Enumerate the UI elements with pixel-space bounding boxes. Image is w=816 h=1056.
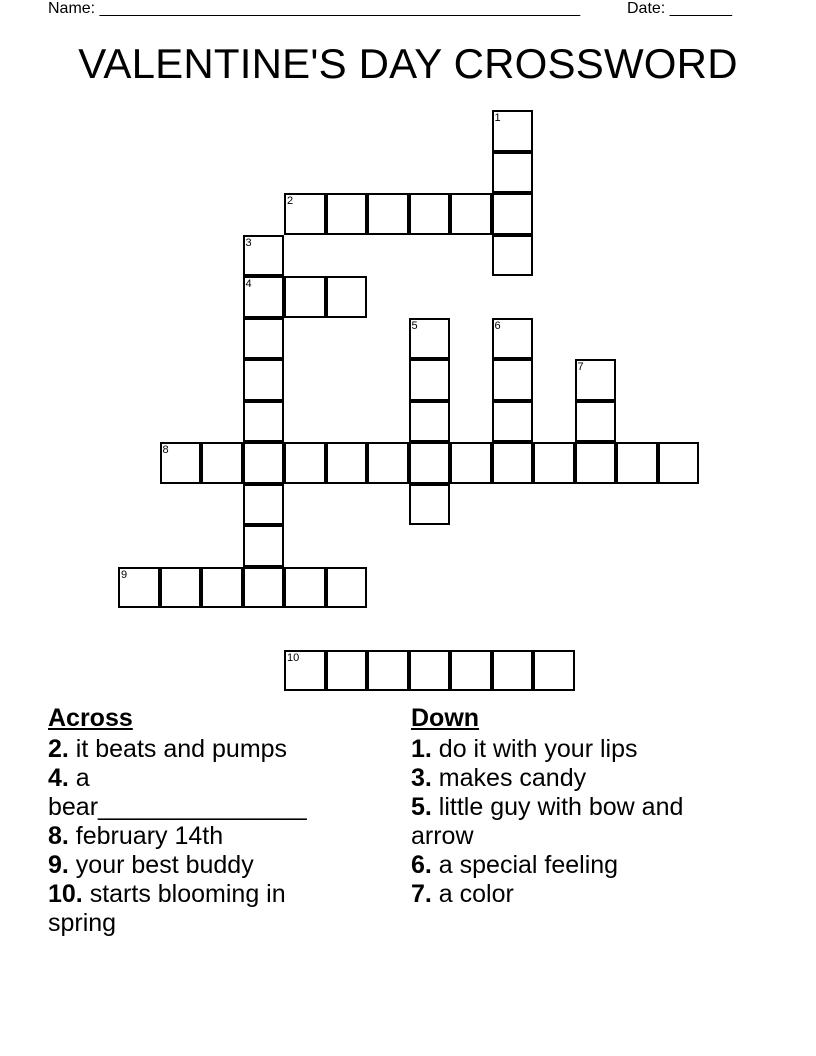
clue-text: makes candy (431, 764, 587, 792)
clue-text: a special feeling (431, 851, 619, 879)
grid-cell[interactable] (409, 359, 451, 401)
across-clues (48, 703, 333, 938)
grid-cell[interactable] (326, 650, 368, 692)
clue-number: 5. (411, 793, 432, 821)
grid-cell[interactable] (492, 193, 534, 235)
grid-cell[interactable] (284, 567, 326, 609)
grid-cell[interactable] (450, 193, 492, 235)
clue-text: it beats and pumps (68, 735, 288, 763)
grid-cell[interactable] (326, 193, 368, 235)
clue-number: 8. (48, 822, 69, 850)
clue-text: a bear_______________ (48, 764, 307, 821)
grid-cell[interactable] (492, 318, 534, 360)
grid-cell[interactable] (616, 442, 658, 484)
clue-across-4 (48, 764, 333, 822)
page-title: VALENTINE'S DAY CROSSWORD (78, 40, 738, 87)
date-line: Date: _______ (627, 0, 732, 17)
clue-number-label: 9 (121, 568, 128, 581)
grid-cell[interactable] (326, 276, 368, 318)
grid-cell[interactable] (492, 152, 534, 194)
clue-number: 4. (48, 764, 69, 792)
clue-number-label: 3 (245, 236, 252, 249)
grid-cell[interactable] (575, 359, 617, 401)
clue-text: little guy with bow and arrow (411, 793, 684, 850)
down-heading: Down (411, 704, 480, 732)
name-line: Name: ______________________________________________________ (48, 0, 581, 17)
grid-cell[interactable] (575, 401, 617, 443)
grid-cell[interactable] (243, 235, 285, 277)
clue-text: your best buddy (68, 851, 254, 879)
grid-cell[interactable] (243, 567, 285, 609)
clue-text: starts blooming in spring (48, 880, 286, 937)
clue-number: 7. (411, 880, 432, 908)
clue-number-label: 1 (494, 112, 501, 124)
grid-cell[interactable] (284, 276, 326, 318)
clue-down-7 (411, 880, 741, 909)
grid-cell[interactable] (284, 193, 326, 235)
grid-cell[interactable] (450, 650, 492, 692)
grid-cell[interactable] (367, 650, 409, 692)
grid-cell[interactable] (243, 401, 285, 443)
grid-cell[interactable] (492, 235, 534, 277)
grid-cell[interactable] (160, 567, 202, 609)
grid-cell[interactable] (367, 442, 409, 484)
clue-down-6 (411, 851, 741, 880)
clue-text: february 14th (68, 822, 224, 850)
grid-cell[interactable] (533, 442, 575, 484)
grid-cell[interactable] (492, 442, 534, 484)
grid-cell[interactable] (450, 442, 492, 484)
grid-cell[interactable] (326, 567, 368, 609)
clue-number: 2. (48, 735, 69, 763)
grid-cell[interactable] (201, 567, 243, 609)
grid-cell[interactable] (409, 650, 451, 692)
clue-number-label: 7 (577, 361, 584, 373)
down-clues (411, 703, 741, 909)
clue-number: 9. (48, 851, 69, 879)
grid-cell[interactable] (243, 276, 285, 318)
clue-number: 10. (48, 880, 83, 908)
grid-cell[interactable] (243, 359, 285, 401)
clue-down-3 (411, 764, 741, 793)
grid-cell[interactable] (409, 484, 451, 526)
grid-cell[interactable] (284, 650, 326, 692)
grid-cell[interactable] (533, 650, 575, 692)
across-heading: Across (48, 704, 133, 732)
grid-cell[interactable] (243, 484, 285, 526)
clue-number-label: 10 (287, 651, 300, 664)
clue-across-10 (48, 880, 333, 938)
clue-down-1 (411, 735, 741, 764)
clue-number-label: 5 (411, 319, 418, 332)
clue-down-5 (411, 793, 741, 851)
grid-cell[interactable] (243, 318, 285, 360)
clue-number: 3. (411, 764, 432, 792)
clue-number-label: 8 (162, 444, 169, 456)
grid-cell[interactable] (201, 442, 243, 484)
grid-cell[interactable] (409, 193, 451, 235)
clue-number-label: 2 (287, 195, 294, 207)
grid-cell[interactable] (492, 401, 534, 443)
grid-cell[interactable] (658, 442, 700, 484)
grid-cell[interactable] (284, 442, 326, 484)
grid-cell[interactable] (409, 442, 451, 484)
grid-cell[interactable] (492, 110, 534, 152)
grid-cell[interactable] (367, 193, 409, 235)
clue-number: 1. (411, 735, 432, 763)
clue-number: 6. (411, 851, 432, 879)
grid-cell[interactable] (492, 650, 534, 692)
grid-cell[interactable] (326, 442, 368, 484)
grid-cell[interactable] (409, 318, 451, 360)
clue-number-label: 4 (245, 278, 252, 290)
clue-across-9 (48, 851, 333, 880)
grid-cell[interactable] (118, 567, 160, 609)
clue-across-8 (48, 822, 333, 851)
clue-across-2 (48, 735, 333, 764)
clue-number-label: 6 (494, 319, 501, 332)
clue-text: a color (431, 880, 514, 908)
grid-cell[interactable] (243, 442, 285, 484)
grid-cell[interactable] (575, 442, 617, 484)
clue-text: do it with your lips (431, 735, 638, 763)
grid-cell[interactable] (409, 401, 451, 443)
grid-cell[interactable] (492, 359, 534, 401)
grid-cell[interactable] (160, 442, 202, 484)
grid-cell[interactable] (243, 525, 285, 567)
